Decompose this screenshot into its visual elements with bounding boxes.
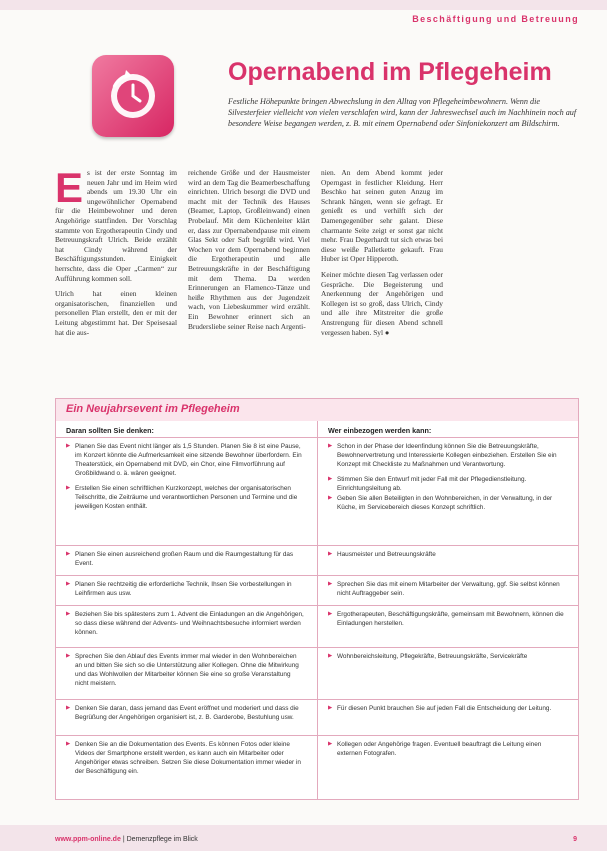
list-item: ▶ Ergotherapeuten, Beschäftigungskräfte, gemeinsam mit Bewohnern, können die Einladungen herstellen.	[328, 610, 566, 628]
cell-right	[328, 610, 566, 629]
article-column-1	[55, 164, 177, 343]
paragraph: Keiner möchte diesen Tag verlassen oder Gespräche. Die Begeisterung und Anerkennung der Angehörigen und Kollegen ist so groß, dass Ulrich, Cindy und alle ihre Mitstreiter die große Anstrengung für diesen Abend schnell vergessen haben. Syl ●	[321, 269, 443, 337]
cell-right	[328, 740, 566, 759]
dropcap: E	[55, 164, 84, 211]
paragraph: reichende Größe und der Hausmeister wird an dem Tag die Beamerbeschaffung einrichten. Ulrich besorgt die DVD und macht mit der Technik des Hauses (Beamer, Laptop, Großleinwand) einen Probelauf. Mit dem Küchenleiter klärt er, dass zur Opernabendpause mit einem Glas Sekt oder Saft begrüßt wird. Viel Wochen vor dem Opernabend beginnen die Ergotherapeutin und alle Betreuungskräfte in der Beschäftigung mit dem Thema. Da werden Erinnerungen an Flamenco-Tänze und heiße Rhythmen aus der Jugendzeit wach, von Liebeskummer wird erzählt. Ein Bewohner erinnert sich an Brudersliebe seiner Reise nach Argenti-	[188, 168, 310, 331]
table-row	[56, 735, 578, 800]
list-item: ▶ Planen Sie einen ausreichend großen Raum und die Raumgestaltung für das Event.	[66, 550, 304, 568]
cell-right	[328, 704, 566, 714]
top-strip	[0, 0, 607, 10]
info-box	[55, 398, 579, 800]
cell-left	[66, 550, 304, 569]
article-column-3	[321, 168, 443, 343]
list-item: ▶ Planen Sie rechtzeitig die erforderliche Technik, Ihsen Sie vorbestellungen in Leihfirmen aus usw.	[66, 580, 304, 598]
page-number: 9	[573, 836, 577, 843]
list-item: ▶ Für diesen Punkt brauchen Sie auf jeden Fall die Entscheidung der Leitung.	[328, 704, 566, 713]
column-header-left: Daran sollten Sie denken:	[66, 426, 154, 435]
table-row	[56, 605, 578, 648]
list-item: ▶ Hausmeister und Betreuungskräfte	[328, 550, 566, 559]
paragraph: nien. An dem Abend kommt jeder Operngast in festlicher Kleidung. Herr Beschko hat seinen guten Anzug im Schrank hängen, wenn sie gefragt. Er genießt es und verhilft sich der Damengegenüber sehr galant. Diese charmante Seite zeigt er sonst gar nicht mehr. Frau Degerhardt tut sich etwas bei diese weiße Palletkette gekauft. Frau Huber ist Oper Hipperoth.	[321, 168, 443, 264]
list-item: ▶ Erstellen Sie einen schriftlichen Kurzkonzept, welches der organisatorischen Teilschritte, die Zeiträume und verantwortlichen Personen und Termine und die jeweiligen Kosten enthält.	[66, 484, 304, 511]
info-box-header	[56, 399, 578, 421]
article-title: Opernabend im Pflegeheim	[228, 58, 552, 86]
list-item: ▶ Wohnbereichsleitung, Pflegekräfte, Betreuungskräfte, Servicekräfte	[328, 652, 566, 661]
article-intro: Festliche Höhepunkte bringen Abwechslung in den Alltag von Pflegeheimbewohnern. Wenn die Silvesterfeier vielleicht von vielen verschlafen wird, kann der Jahreswechsel auch im Nachhinein noch auf besondere Weise begangen werden, z. B. mit einem Opernabend oder Sinfoniekonzert am Bildschirm.	[228, 97, 577, 128]
paragraph: s ist der erste Sonntag im neuen Jahr und im Heim wird abends um 19.30 Uhr ein ungewöhnlicher Opernabend für die Heimbewohner und deren Angehörige stattfinden. Der Vorschlag stammte von Ergotherapeutin Cindy und Betreuungskraft Ulrich. Beide erzählt hat Cindy während der Beschäftigungsstunden. Einigkeit herrschte, dass die Oper „Carmen“ zur Aufführung kommen soll.	[55, 168, 177, 283]
paragraph: Ulrich hat einen kleinen organisatorischen, finanziellen und personellen Plan erstellt, den er mit der Leitung abgestimmt hat. Der Speisesaal hat die aus-	[55, 289, 177, 337]
list-item: ▶ Denken Sie an die Dokumentation des Events. Es können Fotos oder kleine Videos der Smartphone erstellt werden, es kann auch ein Mitarbeiter oder Angehöriger etwas schreiben. Setzen Sie diese Dokumentation immer wieder in der Beschäftigung ein.	[66, 740, 304, 776]
cell-right	[328, 442, 566, 513]
cell-left	[66, 652, 304, 689]
footer-url[interactable]: www.ppm-online.de	[55, 836, 121, 843]
footer	[55, 836, 198, 843]
cell-right	[328, 580, 566, 599]
cell-left	[66, 740, 304, 777]
clock-icon-box	[92, 55, 174, 137]
article-body	[55, 164, 577, 368]
list-item: ▶ Sprechen Sie das mit einem Mitarbeiter der Verwaltung, ggf. Sie selbst können nicht Auftraggeber sein.	[328, 580, 566, 598]
list-item: ▶ Stimmen Sie den Entwurf mit jeder Fall mit der Pflegedienstleitung. Einrichtungsleitung ab.	[328, 475, 566, 493]
footer-issue: | Demenzpflege im Blick	[122, 836, 198, 843]
info-box-title: Ein Neujahrsevent im Pflegeheim	[66, 403, 240, 415]
table-row	[56, 575, 578, 606]
list-item: ▶ Sprechen Sie den Ablauf des Events immer mal wieder in den Wohnbereichen an und bitten Sie sich so die Unterstützung aller Kollegen. Ohne die Mitwirkung und das Wohlwollen der Mitarbeiter können Sie eine so große Veranstaltung nicht meistern.	[66, 652, 304, 688]
table-row	[56, 437, 578, 534]
clock-icon	[104, 67, 162, 125]
list-item: ▶ Geben Sie allen Beteiligten in den Wohnbereichen, in der Verwaltung, in der Küche, im Servicebereich dieses Konzept schriftlich.	[328, 494, 566, 512]
cell-left	[66, 610, 304, 638]
cell-left	[66, 704, 304, 723]
list-item: ▶ Kollegen oder Angehörige fragen. Eventuell beauftragt die Leitung einen externen Fotografen.	[328, 740, 566, 758]
article-column-2	[188, 168, 310, 337]
section-tag: Beschäftigung und Betreuung	[412, 14, 579, 24]
cell-left	[66, 580, 304, 599]
cell-right	[328, 550, 566, 560]
list-item: ▶ Beziehen Sie bis spätestens zum 1. Advent die Einladungen an die Angehörigen, so dass diese während der Advents- und Weihnachtsbesuche informiert werden können.	[66, 610, 304, 637]
table-row	[56, 545, 578, 574]
cell-right	[328, 652, 566, 662]
list-item: ▶ Planen Sie das Event nicht länger als 1,5 Stunden. Planen Sie 8 ist eine Pause, im Konzert könnte die Aufmerksamkeit eine sitzende Bewohner überfordern. Ein Theaterstück, ein Opernabend mit DVD, ein Chor, eine Filmvorführung auf Großbildwand o. ä. wären geeignet.	[66, 442, 304, 478]
table-row	[56, 699, 578, 736]
list-item: ▶ Schon in der Phase der Ideenfindung können Sie die Betreuungskräfte, Bewohnervertretung und Interessierte Kollegen einbeziehen. Erstellen Sie ein Konzept mit Checkliste zu Maßnahmen und Verantwortung.	[328, 442, 566, 469]
list-item: ▶ Denken Sie daran, dass jemand das Event eröffnet und moderiert und dass die Begrüßung der Angehörigen organisiert ist, z. B. Garderobe, Bestuhlung usw.	[66, 704, 304, 722]
cell-left	[66, 442, 304, 512]
table-row	[56, 647, 578, 700]
column-header-right: Wer einbezogen werden kann:	[328, 426, 432, 435]
